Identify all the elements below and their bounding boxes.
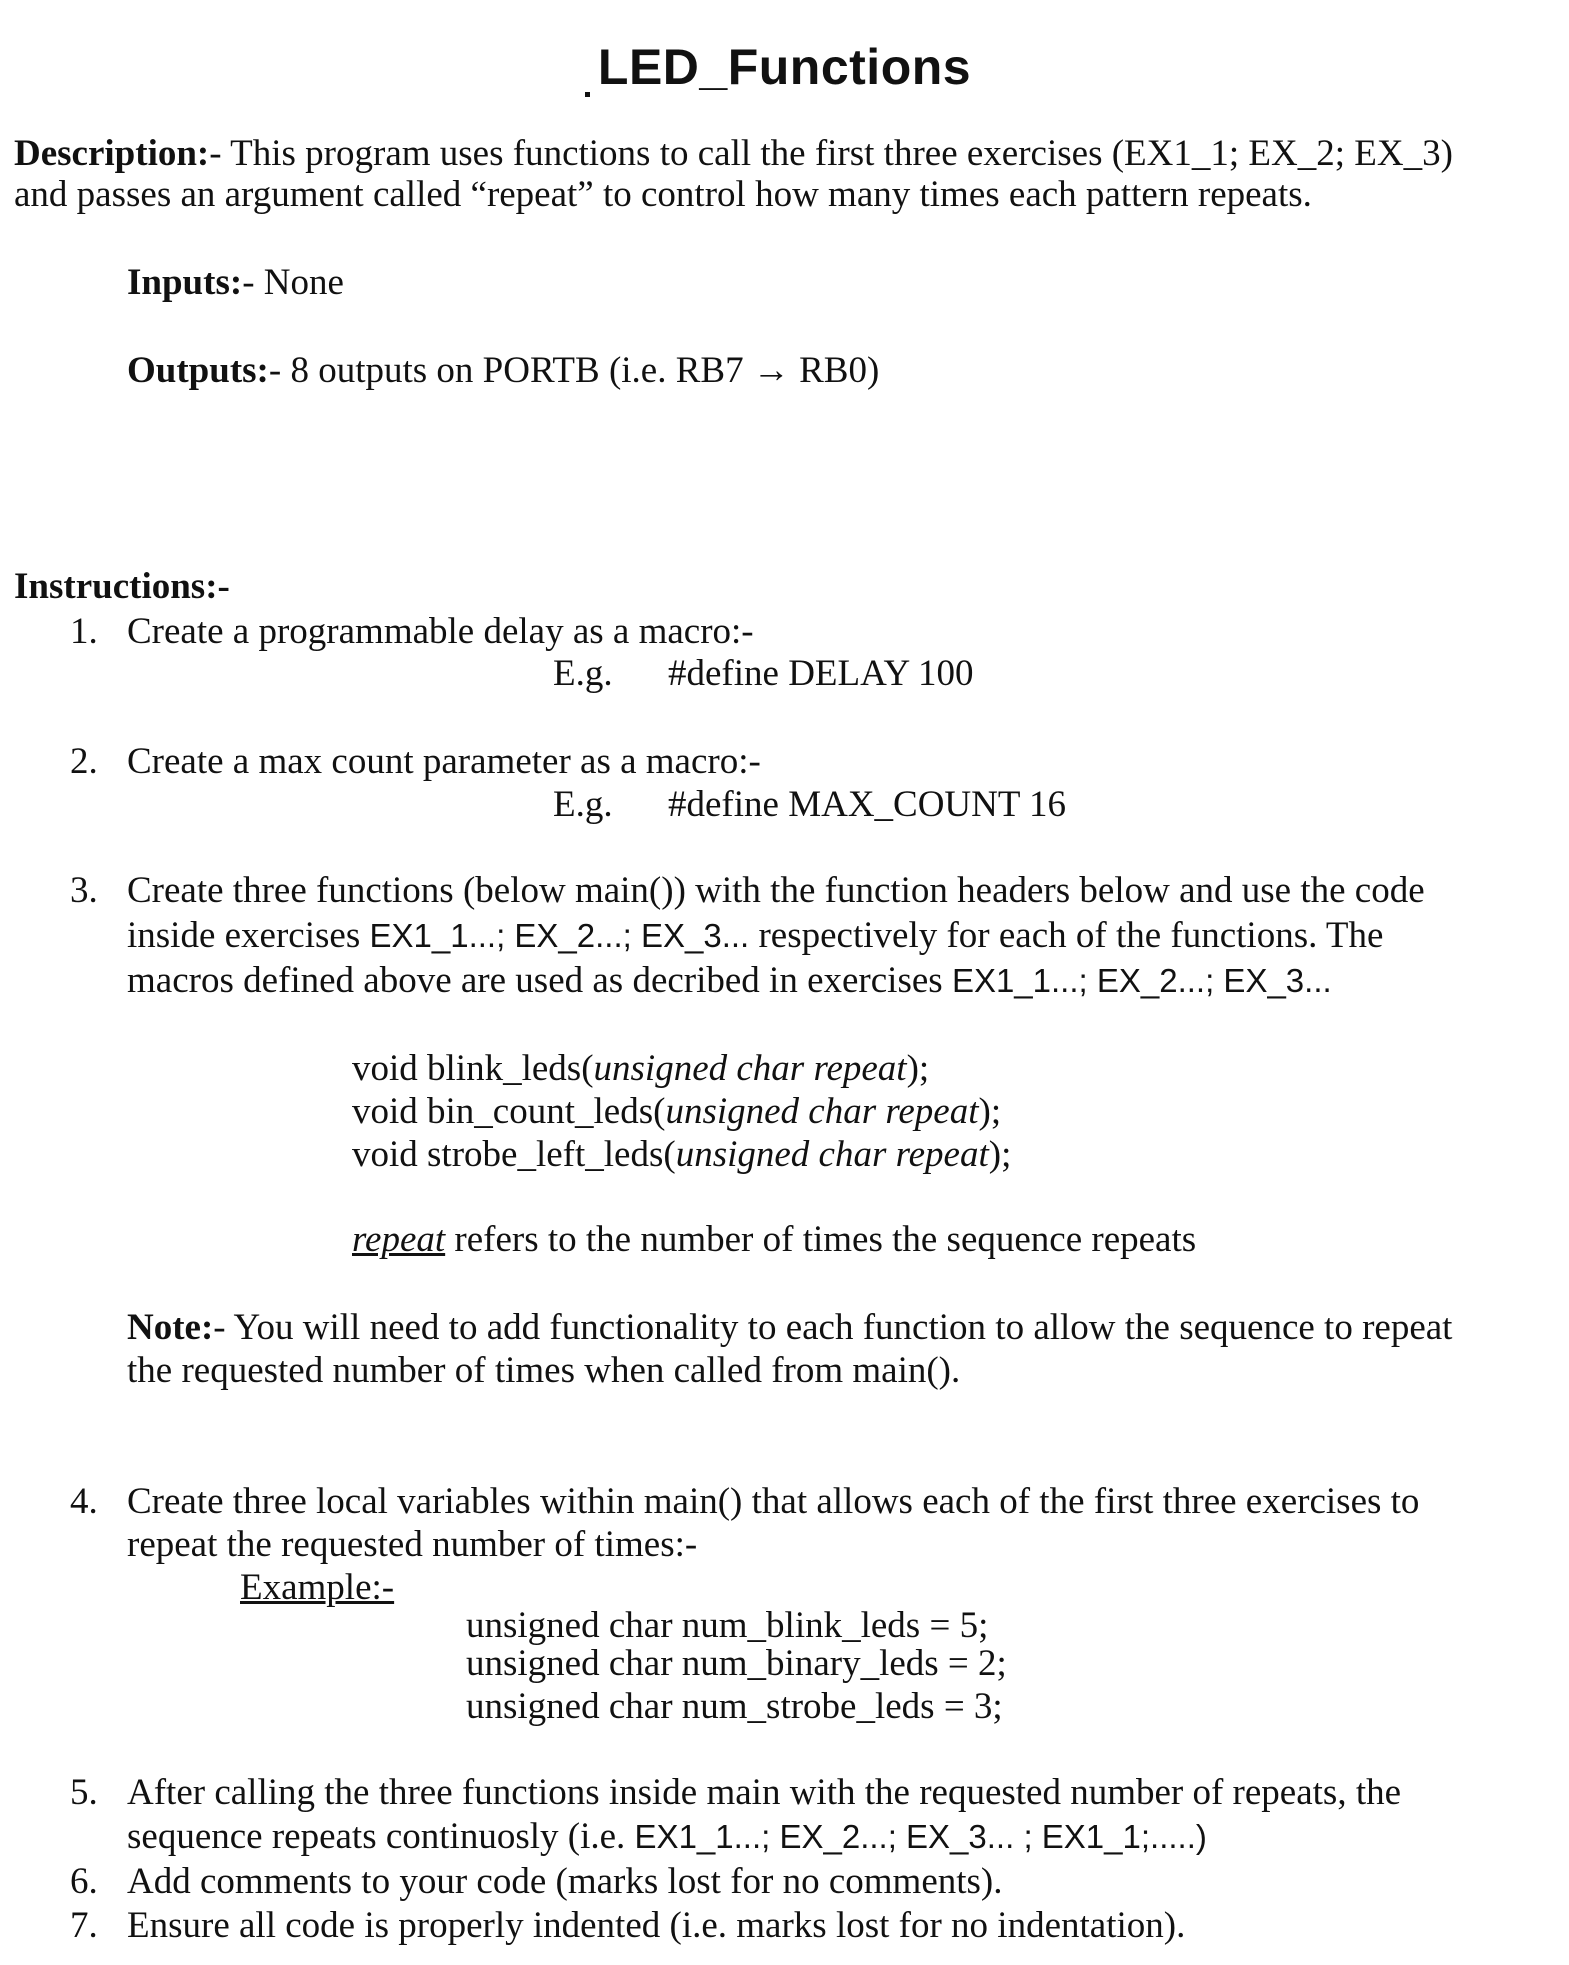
function-header <box>352 1090 1001 1134</box>
function-header-suffix: ); <box>906 1048 930 1089</box>
function-header-param: unsigned char repeat <box>593 1048 907 1089</box>
item-4-number: 4. <box>70 1481 98 1522</box>
inputs-label: Inputs: <box>127 262 243 303</box>
function-header-prefix: void bin_count_leds( <box>352 1091 666 1132</box>
item-3-exercise-refs: EX1_1...; EX_2...; EX_3... <box>369 917 750 954</box>
instructions-label: Instructions: <box>14 566 218 607</box>
local-variable: unsigned char num_blink_leds = 5; <box>466 1605 989 1646</box>
item-3-line-3 <box>127 959 1332 1003</box>
example-label: Example:- <box>240 1567 395 1608</box>
note-line-1 <box>127 1306 1452 1350</box>
function-header-prefix: void blink_leds( <box>352 1048 594 1089</box>
item-7-number: 7. <box>70 1905 98 1946</box>
item-4-line-2: repeat the requested number of times:- <box>127 1524 698 1565</box>
note-line-2: the requested number of times when called from main(). <box>127 1350 961 1391</box>
repeat-word: repeat <box>352 1219 446 1260</box>
item-2-number: 2. <box>70 741 98 782</box>
note-label: Note: <box>127 1307 214 1348</box>
item-5-line-1: After calling the three functions inside main with the requested number of repeats, the <box>127 1772 1402 1813</box>
item-5-line-2a: sequence repeats continuosly (i.e. <box>127 1816 635 1857</box>
repeat-explanation <box>352 1218 1196 1262</box>
item-2-eg: E.g. <box>553 784 613 825</box>
local-variable: unsigned char num_binary_leds = 2; <box>466 1643 1007 1684</box>
item-5-line-2 <box>127 1815 1207 1859</box>
function-header-suffix: ); <box>978 1091 1002 1132</box>
item-3-exercise-refs-2: EX1_1...; EX_2...; EX_3... <box>951 962 1332 999</box>
item-3-line-2c: respectively for each of the functions. The <box>749 915 1384 956</box>
function-header-param: unsigned char repeat <box>665 1091 979 1132</box>
outputs-text: - 8 outputs on PORTB (i.e. RB7 → RB0) <box>268 350 880 391</box>
repeat-explanation-text: refers to the number of times the sequence repeats <box>445 1219 1197 1260</box>
title-mark <box>585 92 590 97</box>
note-text-1: - You will need to add functionality to each function to allow the sequence to repeat <box>213 1307 1453 1348</box>
instructions-heading <box>14 565 230 609</box>
item-2-code: #define MAX_COUNT 16 <box>668 784 1067 825</box>
item-7-text: Ensure all code is properly indented (i.e. marks lost for no indentation). <box>127 1905 1186 1946</box>
item-2-text: Create a max count parameter as a macro:- <box>127 741 761 782</box>
item-1-code: #define DELAY 100 <box>668 653 974 694</box>
function-header-prefix: void strobe_left_leds( <box>352 1134 676 1175</box>
instructions-label-suffix: - <box>217 566 230 607</box>
page-title-text: LED_Functions <box>597 39 972 95</box>
item-4-line-1: Create three local variables within main() that allows each of the first three exercises to <box>127 1481 1420 1522</box>
function-header <box>352 1133 1011 1177</box>
item-3-line-1: Create three functions (below main()) with the function headers below and use the code <box>127 870 1425 911</box>
item-3-number: 3. <box>70 870 98 911</box>
page-title <box>0 38 1569 96</box>
item-6-text: Add comments to your code (marks lost for no comments). <box>127 1861 1003 1902</box>
description-text-1: - This program uses functions to call the first three exercises (EX1_1; EX_2; EX_3) <box>209 133 1453 174</box>
item-1-text: Create a programmable delay as a macro:- <box>127 611 754 652</box>
item-3-line-2a: inside exercises <box>127 915 370 956</box>
outputs-label: Outputs: <box>127 350 269 391</box>
item-3-line-3a: macros defined above are used as decribed in exercises <box>127 960 952 1001</box>
description-line-1 <box>14 132 1453 176</box>
inputs-text: - None <box>242 262 344 303</box>
local-variable: unsigned char num_strobe_leds = 3; <box>466 1686 1003 1727</box>
description-text-2: and passes an argument called “repeat” to control how many times each pattern repeats. <box>14 174 1312 215</box>
function-header-param: unsigned char repeat <box>675 1134 989 1175</box>
item-1-eg: E.g. <box>553 653 613 694</box>
function-header-suffix: ); <box>988 1134 1012 1175</box>
outputs-line <box>127 349 879 393</box>
item-1-number: 1. <box>70 611 98 652</box>
item-5-number: 5. <box>70 1772 98 1813</box>
inputs-line <box>127 261 344 305</box>
item-3-line-2 <box>127 914 1383 958</box>
item-6-number: 6. <box>70 1861 98 1902</box>
function-header <box>352 1047 929 1091</box>
description-label: Description: <box>14 133 210 174</box>
item-5-exercise-refs: EX1_1...; EX_2...; EX_3... ; EX1_1;.....) <box>634 1818 1207 1855</box>
description-line-2 <box>14 173 1312 217</box>
